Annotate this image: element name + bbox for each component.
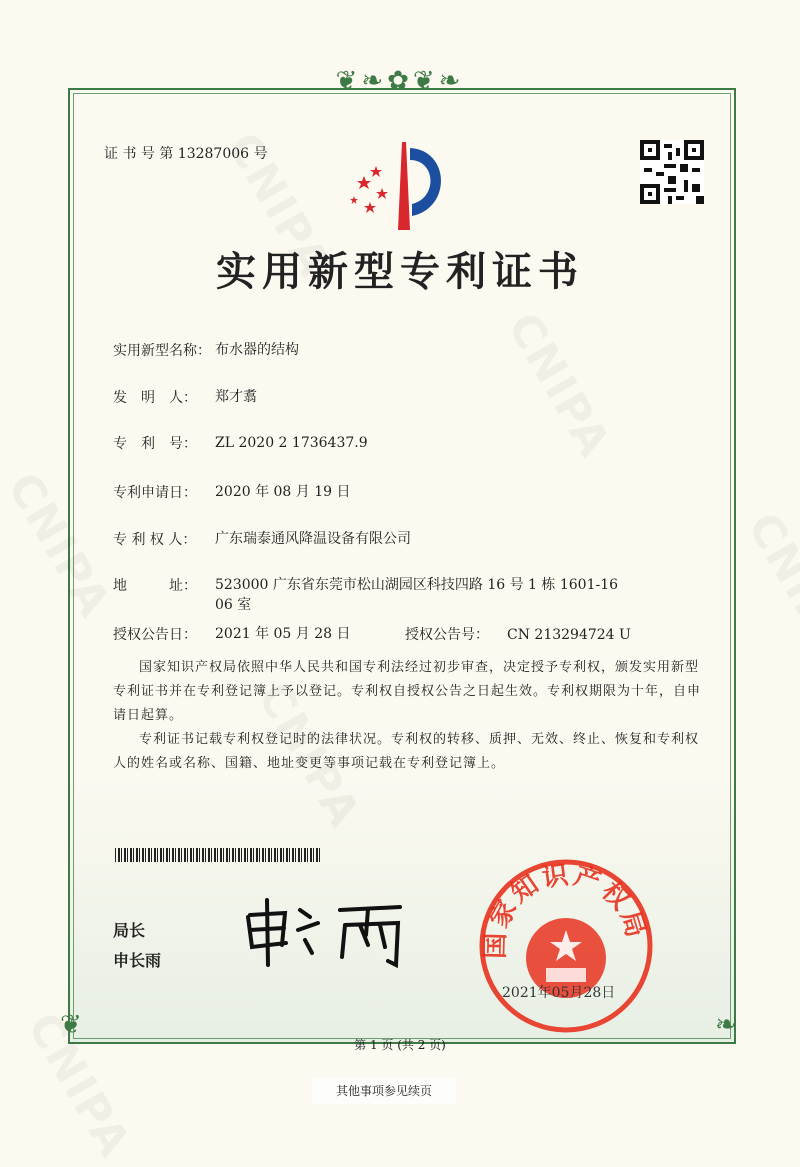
paragraph-grant: 国家知识产权局依照中华人民共和国专利法经过初步审查，决定授予专利权，颁发实用新型专利证书并在专利登记簿上予以登记。专利权自授权公告之日起生效。专利权期限为十年，自申请日起算。 bbox=[113, 660, 702, 723]
seal-date: 2021年05月28日 bbox=[502, 985, 616, 1001]
top-ornament-icon: ❦❧✿❦❧ bbox=[335, 66, 465, 96]
cnipa-logo bbox=[340, 138, 460, 234]
page-number: 第 1 页 (共 2 页) bbox=[354, 1038, 446, 1052]
page-title: 实用新型专利证书 bbox=[216, 248, 584, 295]
signature bbox=[240, 895, 420, 970]
corner-ornament-icon: ❧ bbox=[715, 1010, 737, 1040]
paragraph-legal-status: 专利证书记载专利权登记时的法律状况。专利权的转移、质押、无效、终止、恢复和专利权人的姓名或名称、国籍、地址变更等事项记载在专利登记簿上。 bbox=[113, 732, 700, 771]
director-name: 申长雨 bbox=[113, 951, 162, 970]
director-title: 局长 bbox=[113, 921, 146, 940]
field-name: 实用新型名称： 布水器的结构 bbox=[113, 342, 299, 359]
field-patent-number: 专 利 号： ZL 2020 2 1736437.9 bbox=[113, 435, 368, 452]
field-grant-date: 授权公告日： 2021 年 05 月 28 日 授权公告号： CN 213294724 U bbox=[113, 626, 631, 643]
field-address: 地 址： 523000 广东省东莞市松山湖园区科技四路 16 号 1 栋 1601-1606 室 bbox=[113, 577, 619, 613]
footer-note: 其他事项参见续页 bbox=[312, 1078, 456, 1104]
certificate-number: 证 书 号 第 13287006 号 bbox=[104, 146, 268, 162]
barcode bbox=[115, 848, 320, 862]
field-inventor: 发 明 人： 郑才翥 bbox=[113, 389, 257, 406]
official-seal bbox=[478, 858, 654, 1034]
qr-code bbox=[640, 140, 704, 204]
corner-ornament-icon: ❦ bbox=[60, 1010, 82, 1040]
field-patentee: 专 利 权 人： 广东瑞泰通风降温设备有限公司 bbox=[113, 531, 411, 548]
field-application-date: 专利申请日： 2020 年 08 月 19 日 bbox=[113, 484, 351, 501]
svg-text:国家知识产权局: 国家知识产权局 bbox=[480, 859, 652, 960]
watermark bbox=[737, 504, 800, 666]
